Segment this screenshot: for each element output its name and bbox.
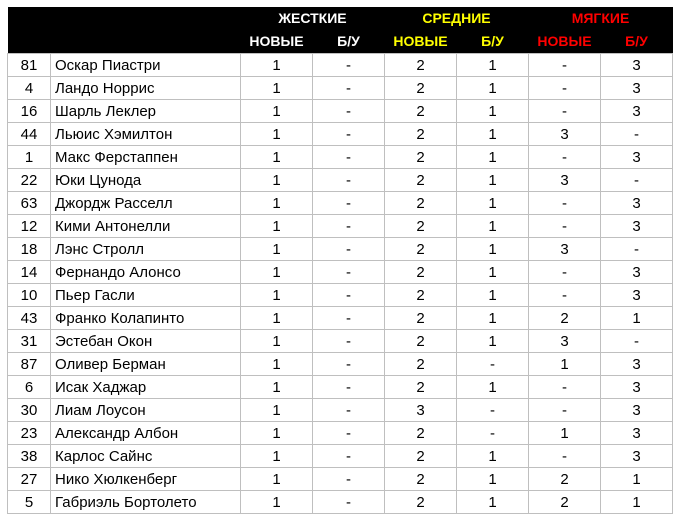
cell-hard-new: 1 <box>241 468 313 491</box>
subheader-hard-new: НОВЫЕ <box>241 29 313 54</box>
cell-hard-new: 1 <box>241 307 313 330</box>
cell-soft-used: 3 <box>601 77 673 100</box>
table-row <box>8 261 673 284</box>
cell-soft-used: 3 <box>601 422 673 445</box>
cell-medium-new: 2 <box>385 261 457 284</box>
cell-hard-used: - <box>313 330 385 353</box>
driver-name: Исак Хаджар <box>51 376 241 399</box>
driver-name: Франко Колапинто <box>51 307 241 330</box>
cell-soft-new: 2 <box>529 468 601 491</box>
cell-medium-used: 1 <box>457 376 529 399</box>
driver-name: Оскар Пиастри <box>51 54 241 77</box>
driver-number: 38 <box>8 445 51 468</box>
cell-soft-used: 1 <box>601 491 673 514</box>
cell-hard-new: 1 <box>241 77 313 100</box>
cell-soft-new: 3 <box>529 123 601 146</box>
cell-hard-new: 1 <box>241 100 313 123</box>
cell-medium-used: - <box>457 353 529 376</box>
table-row <box>8 215 673 238</box>
table-row <box>8 376 673 399</box>
cell-soft-used: 3 <box>601 261 673 284</box>
driver-name: Нико Хюлкенберг <box>51 468 241 491</box>
table-row <box>8 330 673 353</box>
cell-medium-new: 2 <box>385 376 457 399</box>
cell-hard-used: - <box>313 100 385 123</box>
driver-name: Пьер Гасли <box>51 284 241 307</box>
cell-medium-new: 2 <box>385 192 457 215</box>
header-blank-num <box>8 7 51 29</box>
subheader-soft-new: НОВЫЕ <box>529 29 601 54</box>
table-row <box>8 491 673 514</box>
driver-name: Лэнс Стролл <box>51 238 241 261</box>
cell-soft-used: 1 <box>601 307 673 330</box>
cell-hard-used: - <box>313 215 385 238</box>
cell-medium-used: 1 <box>457 307 529 330</box>
header-blank-name-2 <box>51 29 241 54</box>
driver-name: Шарль Леклер <box>51 100 241 123</box>
cell-medium-new: 2 <box>385 284 457 307</box>
cell-soft-used: 3 <box>601 445 673 468</box>
cell-soft-used: 3 <box>601 100 673 123</box>
cell-soft-used: 3 <box>601 54 673 77</box>
cell-soft-used: - <box>601 330 673 353</box>
driver-number: 31 <box>8 330 51 353</box>
group-header-medium: СРЕДНИЕ <box>385 7 529 29</box>
cell-soft-new: - <box>529 192 601 215</box>
driver-number: 23 <box>8 422 51 445</box>
driver-number: 43 <box>8 307 51 330</box>
cell-medium-used: 1 <box>457 284 529 307</box>
cell-hard-used: - <box>313 123 385 146</box>
cell-soft-used: - <box>601 169 673 192</box>
cell-hard-new: 1 <box>241 330 313 353</box>
driver-name: Лиам Лоусон <box>51 399 241 422</box>
driver-name: Юки Цунода <box>51 169 241 192</box>
driver-name: Карлос Сайнс <box>51 445 241 468</box>
cell-soft-new: 2 <box>529 491 601 514</box>
cell-hard-used: - <box>313 192 385 215</box>
driver-number: 14 <box>8 261 51 284</box>
cell-soft-new: - <box>529 284 601 307</box>
cell-medium-new: 2 <box>385 330 457 353</box>
cell-medium-new: 2 <box>385 100 457 123</box>
cell-soft-used: 3 <box>601 399 673 422</box>
cell-soft-used: 3 <box>601 284 673 307</box>
header-blank-num-2 <box>8 29 51 54</box>
cell-medium-new: 2 <box>385 307 457 330</box>
cell-medium-new: 2 <box>385 54 457 77</box>
cell-hard-new: 1 <box>241 169 313 192</box>
cell-hard-used: - <box>313 146 385 169</box>
table-row <box>8 238 673 261</box>
driver-name: Джордж Расселл <box>51 192 241 215</box>
table-row <box>8 100 673 123</box>
cell-medium-new: 2 <box>385 146 457 169</box>
cell-soft-new: - <box>529 215 601 238</box>
cell-hard-new: 1 <box>241 192 313 215</box>
cell-medium-used: - <box>457 399 529 422</box>
cell-medium-new: 2 <box>385 238 457 261</box>
cell-hard-new: 1 <box>241 445 313 468</box>
table-row <box>8 123 673 146</box>
table-body <box>8 54 673 514</box>
cell-hard-used: - <box>313 77 385 100</box>
table-row <box>8 54 673 77</box>
subheader-medium-used: Б/У <box>457 29 529 54</box>
cell-soft-new: - <box>529 77 601 100</box>
table-row <box>8 399 673 422</box>
table-row <box>8 468 673 491</box>
cell-hard-used: - <box>313 422 385 445</box>
driver-number: 63 <box>8 192 51 215</box>
cell-medium-used: 1 <box>457 238 529 261</box>
driver-number: 27 <box>8 468 51 491</box>
cell-soft-new: - <box>529 100 601 123</box>
cell-hard-new: 1 <box>241 146 313 169</box>
cell-medium-new: 2 <box>385 422 457 445</box>
driver-number: 22 <box>8 169 51 192</box>
cell-soft-new: 2 <box>529 307 601 330</box>
driver-name: Габриэль Бортолето <box>51 491 241 514</box>
cell-hard-used: - <box>313 376 385 399</box>
cell-medium-new: 3 <box>385 399 457 422</box>
cell-soft-used: 3 <box>601 376 673 399</box>
driver-number: 30 <box>8 399 51 422</box>
driver-number: 18 <box>8 238 51 261</box>
table-row <box>8 422 673 445</box>
cell-soft-used: 3 <box>601 146 673 169</box>
driver-number: 6 <box>8 376 51 399</box>
cell-hard-new: 1 <box>241 399 313 422</box>
cell-hard-new: 1 <box>241 491 313 514</box>
cell-medium-used: 1 <box>457 77 529 100</box>
driver-name: Кими Антонелли <box>51 215 241 238</box>
cell-soft-new: 1 <box>529 422 601 445</box>
cell-hard-used: - <box>313 491 385 514</box>
cell-soft-new: - <box>529 376 601 399</box>
subheader-medium-new: НОВЫЕ <box>385 29 457 54</box>
table-header <box>8 7 673 54</box>
driver-number: 44 <box>8 123 51 146</box>
cell-medium-new: 2 <box>385 353 457 376</box>
cell-medium-used: 1 <box>457 192 529 215</box>
table-row <box>8 284 673 307</box>
driver-number: 1 <box>8 146 51 169</box>
cell-medium-used: 1 <box>457 169 529 192</box>
cell-soft-new: 3 <box>529 238 601 261</box>
group-header-hard: ЖЕСТКИЕ <box>241 7 385 29</box>
cell-hard-new: 1 <box>241 284 313 307</box>
cell-medium-used: 1 <box>457 54 529 77</box>
cell-hard-used: - <box>313 261 385 284</box>
driver-name: Александр Албон <box>51 422 241 445</box>
cell-medium-used: 1 <box>457 146 529 169</box>
cell-hard-used: - <box>313 54 385 77</box>
driver-number: 12 <box>8 215 51 238</box>
cell-soft-used: - <box>601 238 673 261</box>
cell-hard-used: - <box>313 353 385 376</box>
cell-soft-new: - <box>529 146 601 169</box>
driver-name: Макс Ферстаппен <box>51 146 241 169</box>
table-row <box>8 77 673 100</box>
driver-number: 5 <box>8 491 51 514</box>
driver-number: 16 <box>8 100 51 123</box>
driver-name: Эстебан Окон <box>51 330 241 353</box>
cell-medium-used: 1 <box>457 330 529 353</box>
table-row <box>8 192 673 215</box>
driver-name: Льюис Хэмилтон <box>51 123 241 146</box>
cell-soft-used: - <box>601 123 673 146</box>
cell-medium-new: 2 <box>385 468 457 491</box>
cell-medium-new: 2 <box>385 491 457 514</box>
cell-soft-used: 3 <box>601 215 673 238</box>
driver-name: Ландо Норрис <box>51 77 241 100</box>
table-row <box>8 307 673 330</box>
driver-number: 4 <box>8 77 51 100</box>
cell-hard-new: 1 <box>241 215 313 238</box>
cell-hard-used: - <box>313 238 385 261</box>
cell-medium-used: 1 <box>457 100 529 123</box>
subheader-row <box>8 29 673 54</box>
cell-soft-new: - <box>529 399 601 422</box>
cell-hard-used: - <box>313 468 385 491</box>
cell-soft-new: - <box>529 445 601 468</box>
driver-name: Фернандо Алонсо <box>51 261 241 284</box>
tyre-allocation-table-wrapper <box>7 7 672 514</box>
cell-soft-new: - <box>529 261 601 284</box>
header-blank-name <box>51 7 241 29</box>
cell-soft-new: 3 <box>529 169 601 192</box>
cell-hard-new: 1 <box>241 238 313 261</box>
driver-number: 81 <box>8 54 51 77</box>
cell-soft-used: 3 <box>601 353 673 376</box>
cell-medium-new: 2 <box>385 77 457 100</box>
cell-hard-new: 1 <box>241 376 313 399</box>
subheader-soft-used: Б/У <box>601 29 673 54</box>
cell-hard-new: 1 <box>241 353 313 376</box>
cell-hard-new: 1 <box>241 422 313 445</box>
cell-hard-used: - <box>313 307 385 330</box>
driver-number: 10 <box>8 284 51 307</box>
driver-number: 87 <box>8 353 51 376</box>
cell-hard-used: - <box>313 284 385 307</box>
cell-medium-new: 2 <box>385 123 457 146</box>
cell-hard-new: 1 <box>241 54 313 77</box>
cell-medium-used: 1 <box>457 445 529 468</box>
cell-medium-used: 1 <box>457 468 529 491</box>
table-row <box>8 146 673 169</box>
cell-hard-used: - <box>313 399 385 422</box>
cell-medium-used: 1 <box>457 491 529 514</box>
cell-medium-new: 2 <box>385 445 457 468</box>
cell-medium-new: 2 <box>385 169 457 192</box>
table-row <box>8 445 673 468</box>
tyre-allocation-table <box>7 7 673 514</box>
driver-name: Оливер Берман <box>51 353 241 376</box>
cell-hard-new: 1 <box>241 261 313 284</box>
cell-soft-used: 3 <box>601 192 673 215</box>
cell-soft-new: - <box>529 54 601 77</box>
cell-hard-new: 1 <box>241 123 313 146</box>
cell-soft-new: 1 <box>529 353 601 376</box>
group-header-row <box>8 7 673 29</box>
cell-soft-used: 1 <box>601 468 673 491</box>
subheader-hard-used: Б/У <box>313 29 385 54</box>
group-header-soft: МЯГКИЕ <box>529 7 673 29</box>
cell-medium-used: 1 <box>457 123 529 146</box>
cell-medium-used: 1 <box>457 215 529 238</box>
cell-medium-used: - <box>457 422 529 445</box>
cell-hard-used: - <box>313 445 385 468</box>
cell-medium-used: 1 <box>457 261 529 284</box>
cell-medium-new: 2 <box>385 215 457 238</box>
table-row <box>8 353 673 376</box>
table-row <box>8 169 673 192</box>
cell-hard-used: - <box>313 169 385 192</box>
cell-soft-new: 3 <box>529 330 601 353</box>
